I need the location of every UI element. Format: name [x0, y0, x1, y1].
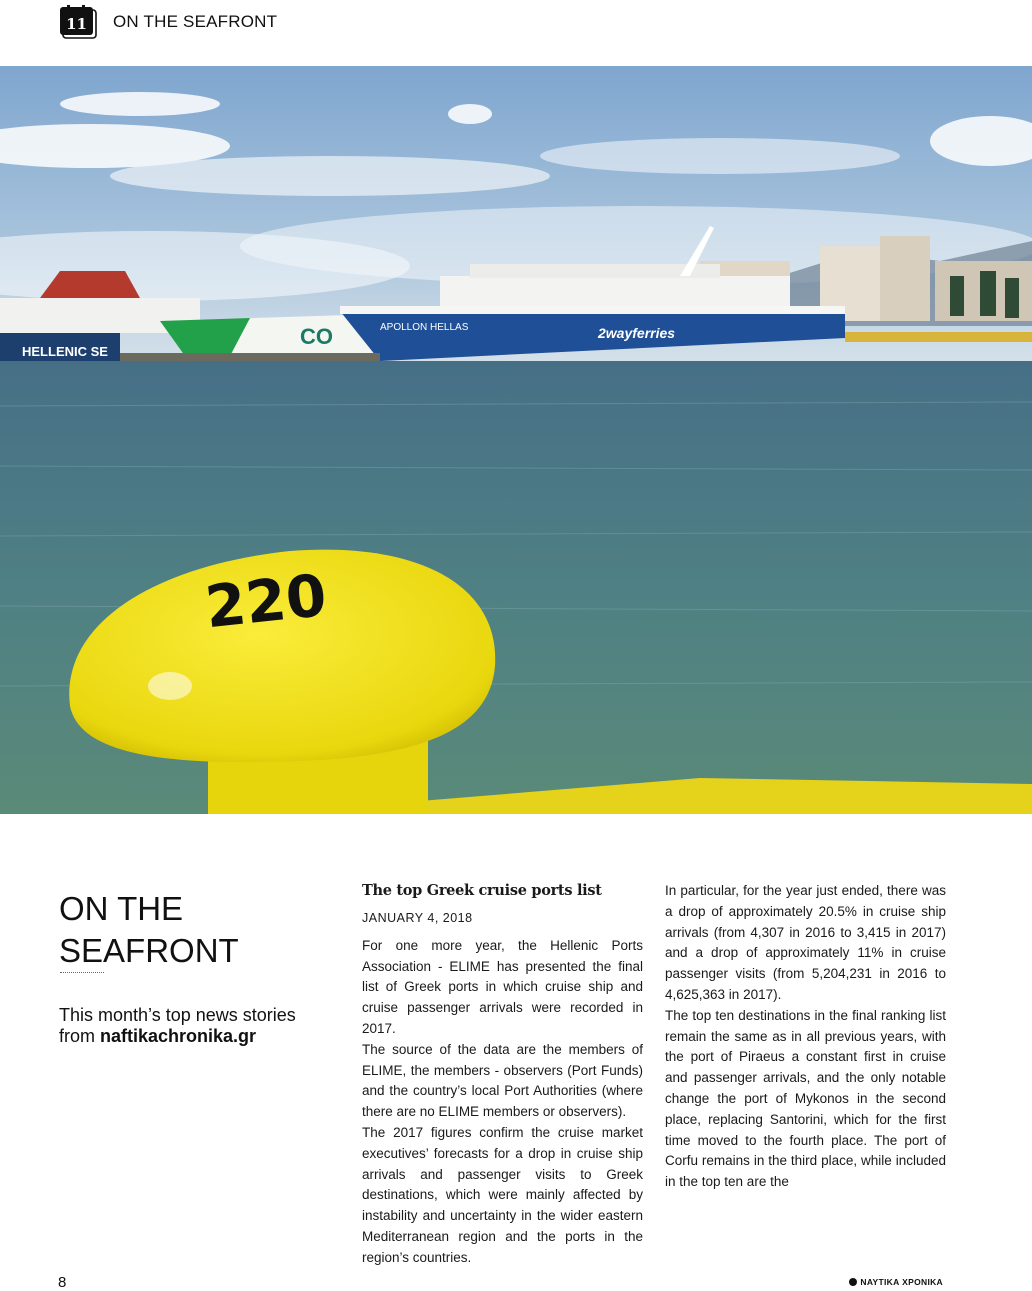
article-paragraph: The top ten destinations in the final ranking list remain the same as in all previous years, with the port of Piraeus a constant first in cruise and passenger arrivals, and the only notable change the port of Mykonos in the second place, replacing Santorini, which for the first time moved to the fourth place. The port of Corfu remains in the third place, while included in the top ten are the [665, 1007, 946, 1190]
article-column-1 [362, 880, 643, 1269]
article-column-2 [665, 881, 946, 1193]
brand-name: ΝΑΥΤΙΚΑ ΧΡΟΝΙΚΑ [860, 1277, 943, 1287]
tagline-text: This month’s top news stories from [59, 1005, 296, 1046]
bollard-number: 220 [202, 560, 330, 642]
issue-number: 11 [66, 15, 87, 33]
article-paragraph: For one more year, the Hellenic Ports Association - ELIME has presented the final list of Greek ports in which cruise ship and cruise passenger arrivals were recorded in 2017. [362, 937, 643, 1036]
section-label: ON THE SEAFRONT [113, 12, 278, 31]
article-paragraph: The source of the data are the members of ELIME, the members - observers (Port Funds) and the country’s local Port Authorities (where there are no ELIME members or observers). [362, 1041, 643, 1120]
tagline-site: naftikachronika.gr [100, 1026, 257, 1046]
harbor-photo [0, 66, 1032, 814]
ship-main-brand: 2wayferries [598, 325, 676, 341]
article-paragraph: The 2017 figures confirm the cruise market executives’ forecasts for a drop in cruise ship arrivals and passenger visits to Greek destinations, which were mainly affected by instability and uncertainty in the wider eastern Mediterranean region and the ports in the region’s countries. [362, 1124, 643, 1265]
ship-left-name: HELLENIC SE [22, 344, 108, 359]
ship-middle-name: CO [300, 324, 333, 349]
divider [60, 972, 104, 973]
page-title: ON THE SEAFRONT [59, 890, 239, 970]
tagline [59, 1005, 329, 1047]
article-paragraph: In particular, for the year just ended, there was a drop of approximately 20.5% in cruise ship arrivals (from 4,307 in 2016 to 3,415 in 2017) and a drop of approximately 11% in cruise passenger visits (from 5,204,231 in 2016 to 4,625,363 in 2017). [665, 883, 946, 1002]
calendar-icon [60, 5, 98, 39]
article-headline: The top Greek cruise ports list [362, 882, 602, 899]
ship-cosmote [160, 314, 380, 356]
ship-main-name: APOLLON HELLAS [380, 322, 469, 333]
page-number: 8 [58, 1274, 67, 1291]
article-date: JANUARY 4, 2018 [362, 911, 473, 925]
publication-brand [849, 1277, 943, 1287]
brand-logo-icon [849, 1278, 857, 1286]
